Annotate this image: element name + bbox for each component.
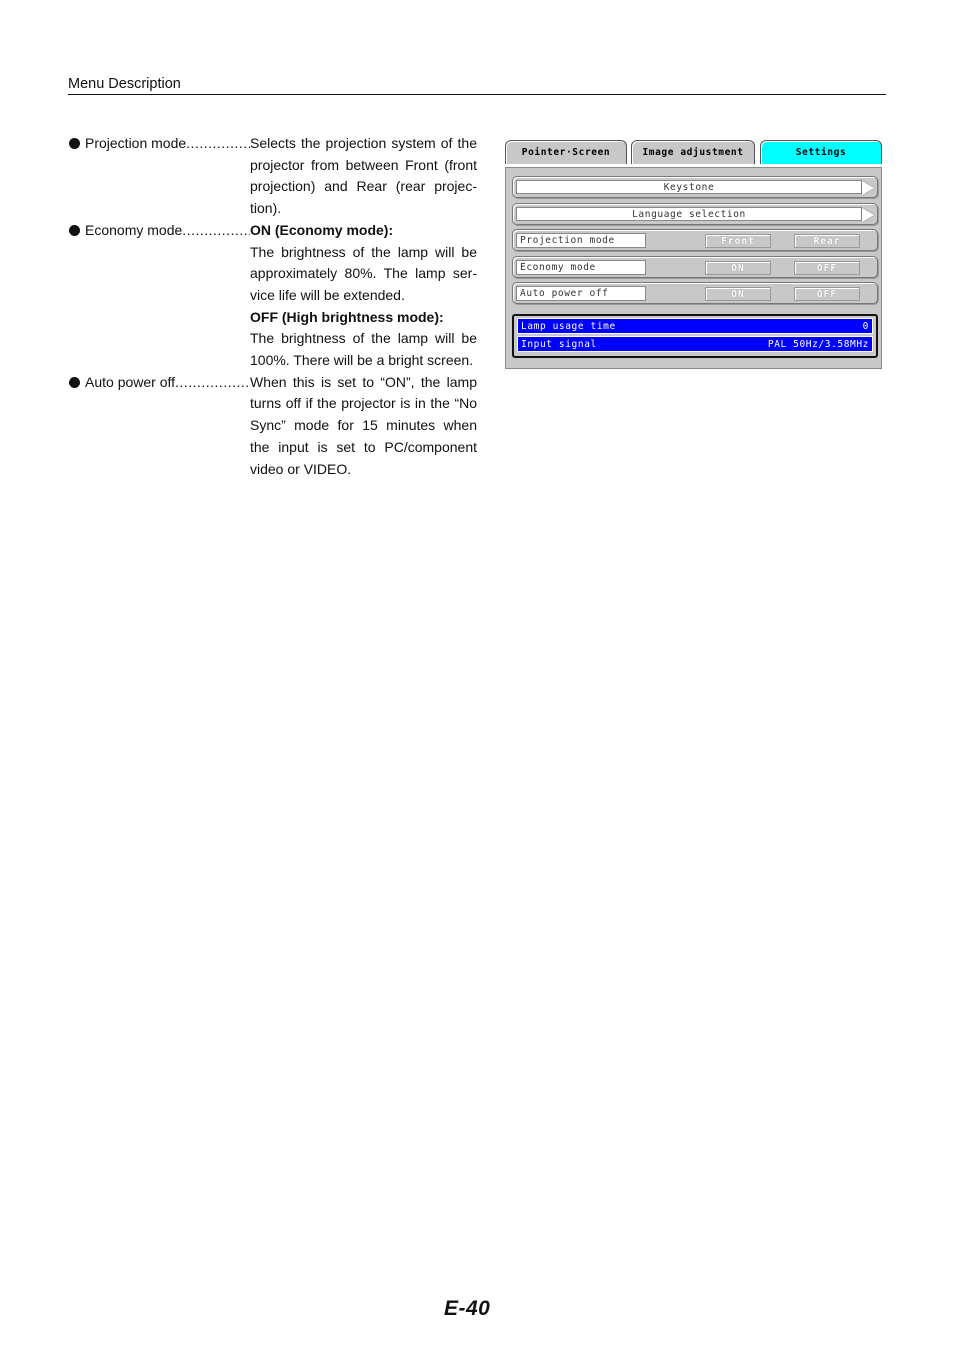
bullet-icon (69, 138, 80, 149)
description-definition (250, 220, 477, 372)
option-rear[interactable]: Rear (794, 234, 860, 248)
description-list (68, 133, 478, 480)
definition-subheading: OFF (High brightness mode): (250, 308, 444, 325)
info-value: PAL 50Hz/3.58MHz (767, 338, 869, 350)
setting-label: Projection mode (516, 233, 646, 248)
tab-pointer-screen[interactable]: Pointer·Screen (505, 140, 627, 164)
description-term (68, 372, 250, 481)
description-item-auto-power-off (68, 372, 478, 481)
definition-text: The brightness of the lamp will be 100%. There will be a bright screen. (250, 330, 477, 369)
definition-text: When this is set to “ON”, the lamp turns off if the projector is in the “No Sync” mode for 15 minutes when the input is set to PC/component video or VIDEO. (250, 373, 477, 477)
osd-tab-bar (502, 137, 883, 167)
setting-auto-power-off (512, 282, 878, 304)
option-front[interactable]: Front (705, 234, 771, 248)
definition-text: The brightness of the lamp will be approximately 80%. The lamp ser-vice life will be extended. (250, 243, 477, 303)
osd-panel (505, 167, 882, 369)
submenu-keystone[interactable] (512, 176, 878, 198)
arrow-right-icon (862, 181, 874, 195)
info-row-lamp-usage (517, 318, 873, 334)
term-label: Projection mode (85, 135, 187, 151)
bullet-icon (69, 225, 80, 236)
section-header: Menu Description (68, 76, 886, 95)
submenu-label: Keystone (516, 180, 862, 194)
setting-economy-mode (512, 256, 878, 278)
info-row-input-signal (517, 336, 873, 352)
bullet-icon (69, 377, 80, 388)
info-value: 0 (862, 320, 869, 332)
submenu-language-selection[interactable] (512, 203, 878, 225)
page-number: E-40 (444, 1297, 491, 1320)
term-label: Economy mode (85, 221, 183, 238)
dot-leader (182, 220, 250, 372)
description-term (68, 220, 250, 372)
description-definition (250, 372, 477, 481)
dot-leader (186, 133, 250, 220)
description-item-projection-mode (68, 133, 478, 220)
option-off[interactable]: OFF (794, 261, 860, 275)
tab-image-adjustment[interactable]: Image adjustment (631, 140, 755, 164)
osd-settings-menu (502, 137, 883, 369)
definition-text: Selects the projection system of the projector from between Front (front projection) and Rear (rear projec-tion). (250, 135, 477, 217)
option-on[interactable]: ON (705, 287, 771, 301)
tab-settings[interactable]: Settings (760, 140, 882, 164)
setting-projection-mode (512, 229, 878, 251)
description-definition (250, 133, 477, 220)
option-on[interactable]: ON (705, 261, 771, 275)
term-label: Auto power off (85, 373, 176, 390)
info-panel (512, 314, 878, 358)
definition-subheading: ON (Economy mode): (250, 221, 394, 238)
setting-label: Economy mode (516, 260, 646, 275)
dot-leader (175, 372, 250, 481)
description-term (68, 133, 250, 220)
submenu-label: Language selection (516, 207, 862, 221)
info-label: Lamp usage time (521, 320, 616, 332)
arrow-right-icon (862, 208, 874, 222)
info-label: Input signal (521, 338, 597, 350)
setting-label: Auto power off (516, 286, 646, 301)
option-off[interactable]: OFF (794, 287, 860, 301)
description-item-economy-mode (68, 220, 478, 372)
